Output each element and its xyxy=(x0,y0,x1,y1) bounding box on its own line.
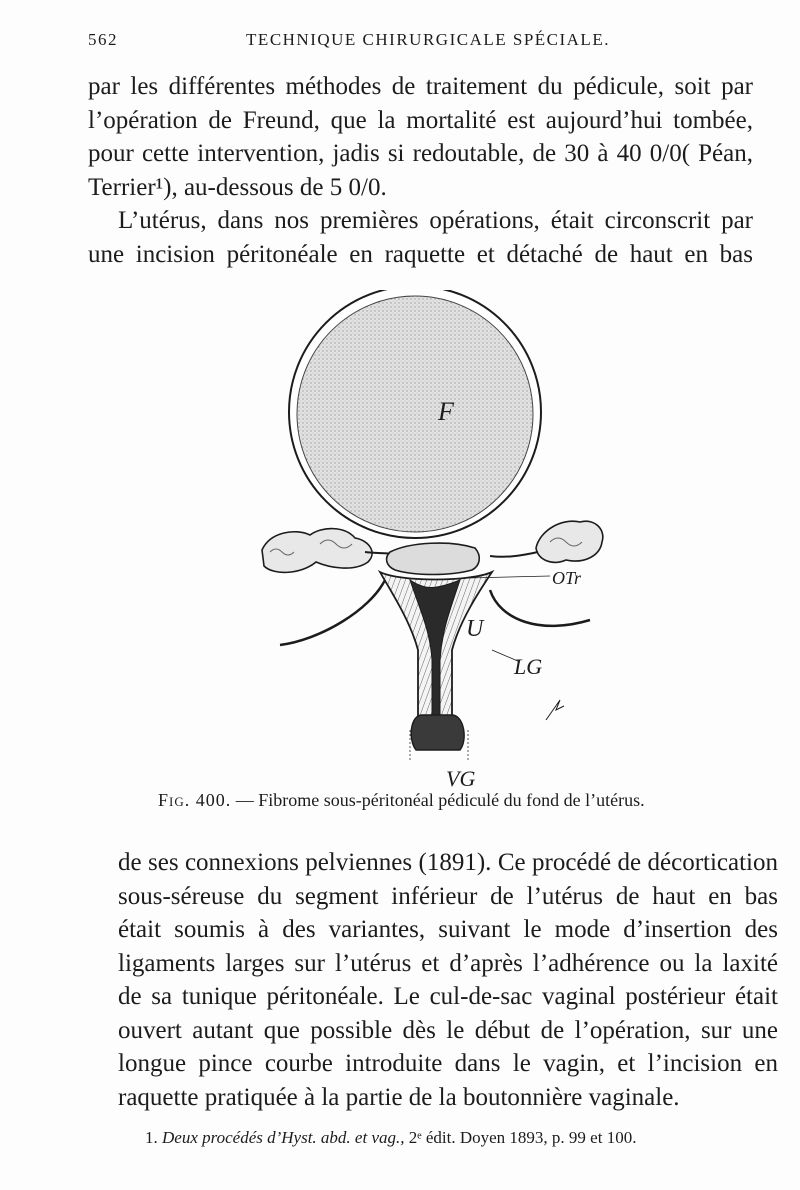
text-line: ligaments larges sur l’utérus et d’après l’adhérence ou la laxité xyxy=(118,949,778,977)
text-line: ouvert autant que possible dès le début de l’opération, sur une xyxy=(118,1016,778,1044)
caption-text: — Fibrome sous-péritonéal pédiculé du fond de l’utérus. xyxy=(231,790,645,810)
running-head: TECHNIQUE CHIRURGICALE SPÉCIALE. xyxy=(246,30,610,49)
text-line: était soumis à des variantes, suivant le mode d’insertion des xyxy=(118,916,778,943)
label-uterus: U xyxy=(466,616,484,642)
caption-prefix: Fig. 400. xyxy=(158,790,232,810)
text-line: une incision péritonéale en raquette et détaché de haut en bas xyxy=(88,240,753,268)
label-tube-ovary: OTr xyxy=(552,568,582,588)
text-line: raquette pratiquée à la partie de la boutonnière vaginale. xyxy=(118,1083,680,1111)
text-line: longue pince courbe introduite dans le vagin, et l’incision en xyxy=(118,1050,778,1077)
text-line: de ses connexions pelviennes (1891). Ce procédé de décortication xyxy=(118,849,778,876)
footnote xyxy=(145,1128,765,1148)
text-line: l’opération de Freund, que la mortalité est aujourd’hui tombée, xyxy=(88,106,753,134)
text-line: sous-séreuse du segment inférieur de l’utérus de haut en bas xyxy=(118,882,778,910)
broad-ligament-right xyxy=(490,590,590,626)
footnote-title: Deux procédés d’Hyst. abd. et vag., xyxy=(157,1128,405,1147)
footnote-rest: 2ᵉ édit. Doyen 1893, p. 99 et 100. xyxy=(404,1128,637,1147)
label-fibroid: F xyxy=(438,397,454,426)
paragraph-top xyxy=(88,70,753,271)
pedicle xyxy=(387,543,480,574)
right-ovary xyxy=(536,521,603,562)
cervix xyxy=(411,715,464,750)
label-vagina: VG xyxy=(446,766,476,790)
text-line: Terrier¹), au-dessous de 5 0/0. xyxy=(88,173,387,201)
text-line: pour cette intervention, jadis si redoutable, de 30 à 40 0/0( Péan, xyxy=(88,140,753,167)
paragraph-bottom xyxy=(118,846,778,1114)
broad-ligament-left xyxy=(280,580,385,645)
footnote-number: 1. xyxy=(145,1128,158,1147)
text-line: de sa tunique péritonéale. Le cul-de-sac vaginal postérieur était xyxy=(118,983,778,1010)
uterus-fibroid-illustration xyxy=(250,290,630,790)
text-line: par les différentes méthodes de traitement du pédicule, soit par xyxy=(88,73,753,100)
page-header xyxy=(88,30,748,54)
right-tube xyxy=(490,552,538,557)
left-ovary xyxy=(262,529,372,573)
label-broad-ligament: LG xyxy=(514,654,543,679)
text-line: L’utérus, dans nos premières opérations, était circonscrit par xyxy=(118,207,753,234)
figure-caption xyxy=(158,790,758,811)
page-number: 562 xyxy=(88,30,118,49)
anatomical-figure xyxy=(250,290,630,790)
